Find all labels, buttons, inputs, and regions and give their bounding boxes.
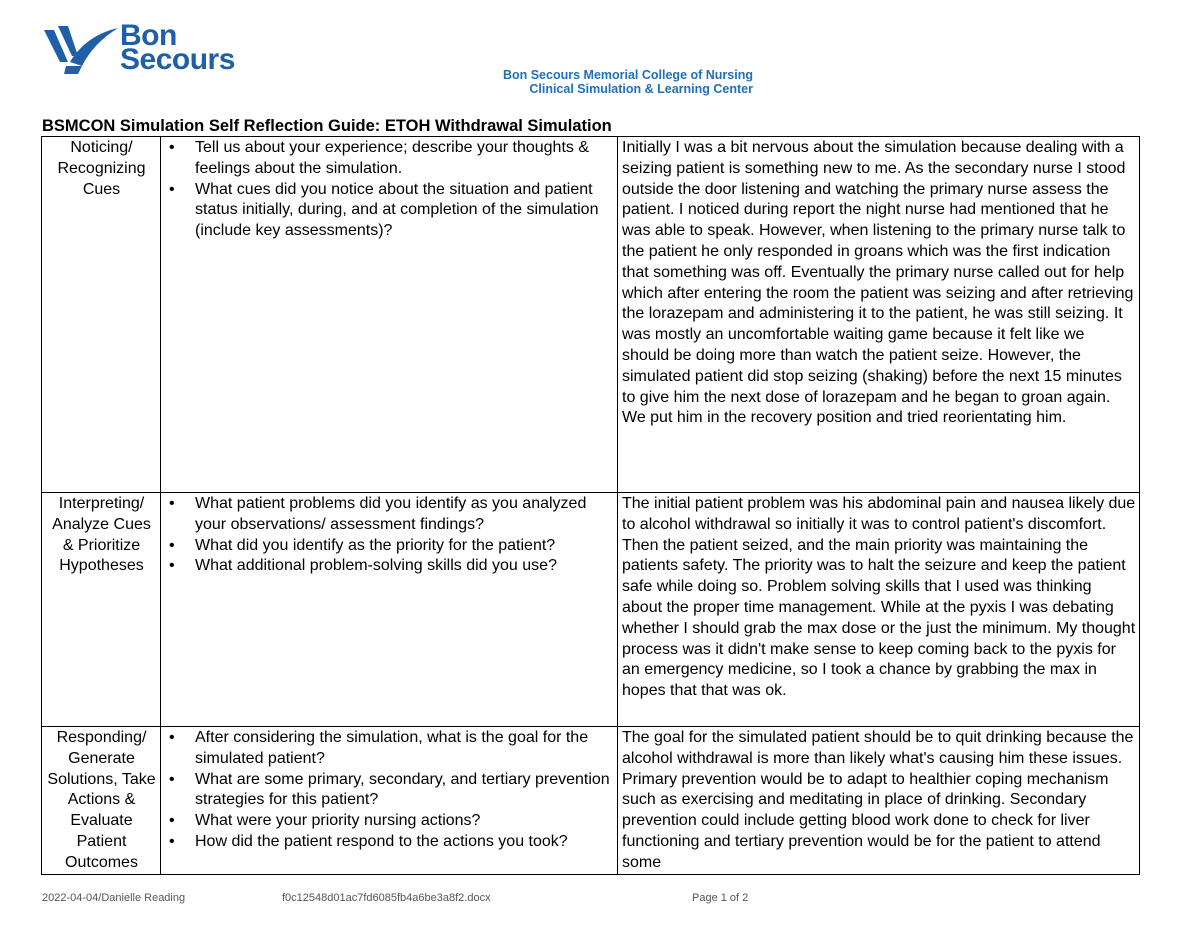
question-item: • What additional problem-solving skills did you use?: [165, 556, 614, 577]
questions-cell: [161, 493, 618, 727]
question-list: [165, 138, 614, 242]
category-cell: Responding/ Generate Solutions, Take Actions & Evaluate Patient Outcomes: [42, 727, 161, 875]
category-cell: Noticing/ Recognizing Cues: [42, 137, 161, 493]
question-item: • What were your priority nursing actions?: [165, 811, 614, 832]
bon-secours-logo: [42, 19, 252, 78]
question-item: • What cues did you notice about the situation and patient status initially, during, and at completion of the simulation (include key assessments)?: [165, 180, 614, 242]
footer-filename: f0c12548d01ac7fd6085fb4a6be3a8f2.docx: [282, 892, 491, 904]
question-item: • After considering the simulation, what is the goal for the simulated patient?: [165, 728, 614, 770]
table-row: [42, 727, 1140, 875]
reflection-table: [41, 136, 1140, 875]
question-item: • What are some primary, secondary, and tertiary prevention strategies for this patient?: [165, 770, 614, 812]
questions-cell: [161, 137, 618, 493]
logo-text-secours: Secours: [120, 43, 235, 76]
college-header: [503, 68, 753, 96]
answer-cell: The goal for the simulated patient should be to quit drinking because the alcohol withdrawal is more than likely what's causing him these issues. Primary prevention would be to adapt to healthier coping mechanism such as exercising and meditating in place of drinking. Secondary prevention could include getting blood work done to check for liver functioning and tertiary prevention would be for the patient to attend some: [618, 727, 1140, 875]
college-name: Bon Secours Memorial College of Nursing: [502, 68, 753, 82]
center-name: Clinical Simulation & Learning Center: [529, 82, 753, 96]
table-row: [42, 493, 1140, 727]
question-list: [165, 494, 614, 577]
category-cell: Interpreting/ Analyze Cues & Prioritize Hypotheses: [42, 493, 161, 727]
footer-date-author: 2022-04-04/Danielle Reading: [42, 892, 186, 904]
table-row: [42, 137, 1140, 493]
logo-text-bon: Bon: [120, 19, 177, 52]
footer-page-number: Page 1 of 2: [692, 892, 749, 904]
question-item: • How did the patient respond to the actions you took?: [165, 832, 614, 853]
question-item: • What patient problems did you identify as you analyzed your observations/ assessment findings?: [165, 494, 614, 536]
question-item: • Tell us about your experience; describe your thoughts & feelings about the simulation.: [165, 138, 614, 180]
question-list: [165, 728, 614, 853]
document-title: BSMCON Simulation Self Reflection Guide: ETOH Withdrawal Simulation: [42, 117, 612, 135]
question-item: • What did you identify as the priority for the patient?: [165, 536, 614, 557]
answer-cell: Initially I was a bit nervous about the simulation because dealing with a seizing patient is something new to me. As the secondary nurse I stood outside the door listening and watching the primary nurse assess the patient. I noticed during report the night nurse had mentioned that he was able to speak. However, when listening to the primary nurse talk to the patient he only responded in groans which was the first indication that something was off. Eventually the primary nurse called out for help which after entering the room the patient was seizing and after retrieving the lorazepam and administering it to the patient, he was still seizing. It was mostly an uncomfortable waiting game because it felt like we should be doing more than watch the patient seize. However, the simulated patient did stop seizing (shaking) before the next 15 minutes to give him the next dose of lorazepam and he began to groan again. We put him in the recovery position and tried reorientating him.: [618, 137, 1140, 493]
answer-cell: The initial patient problem was his abdominal pain and nausea likely due to alcohol withdrawal so initially it was to control patient's discomfort. Then the patient seized, and the main priority was maintaining the patients safety. The priority was to halt the seizure and keep the patient safe while doing so. Problem solving skills that I used was thinking about the proper time management. While at the pyxis I was debating whether I should grab the max dose or the just the minimum. My thought process was it didn't make sense to keep coming back to the pyxis for an emergency medicine, so I took a chance by grabbing the max in hopes that that was ok.: [618, 493, 1140, 727]
questions-cell: [161, 727, 618, 875]
bon-secours-wing-mark-icon: [42, 22, 122, 78]
